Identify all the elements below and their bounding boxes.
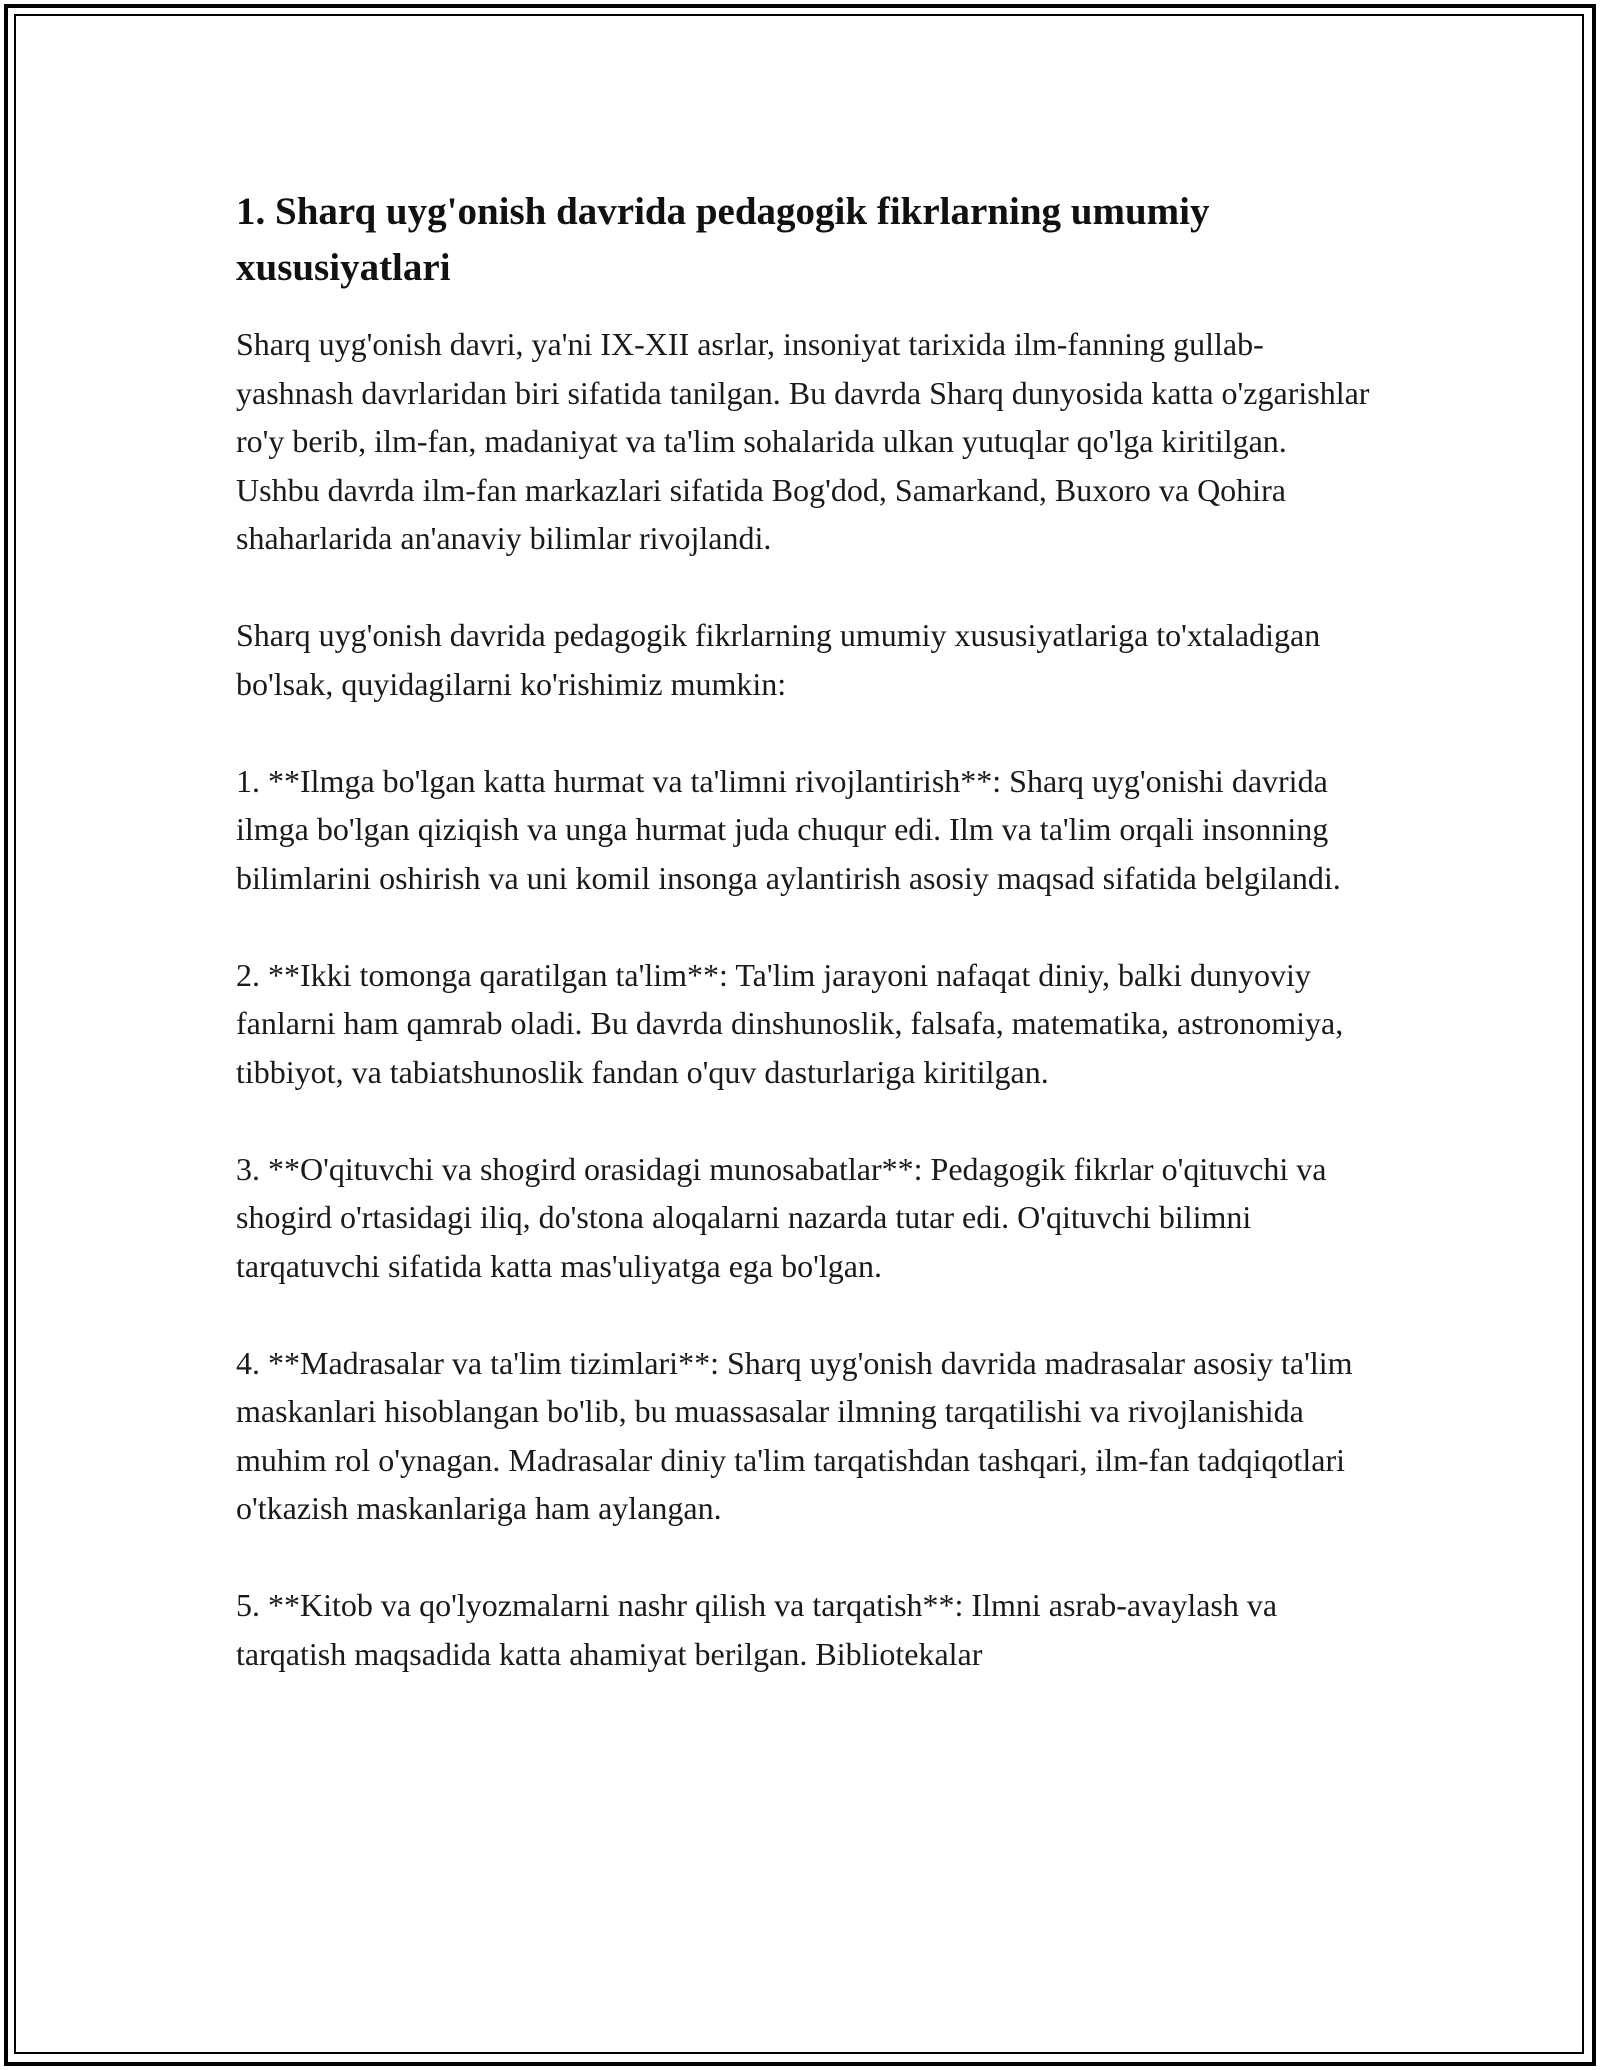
- list-item-4: 4. **Madrasalar va ta'lim tizimlari**: Sharq uyg'onish davrida madrasalar asosiy ta'lim maskanlari hisoblangan bo'lib, bu muassasalar ilmning tarqatilishi va rivojlanishida muhim rol o'ynagan. Madrasalar diniy ta'lim tarqatishdan tashqari, ilm-fan tadqiqotlari o'tkazish maskanlariga ham aylangan.: [236, 1344, 1353, 1526]
- list-item-5: 5. **Kitob va qo'lyozmalarni nashr qilish va tarqatish**: Ilmni asrab-avaylash va tarqatish maqsadida katta ahamiyat berilgan. Bibliotekalar: [236, 1587, 1278, 1672]
- lead-in-paragraph: Sharq uyg'onish davrida pedagogik fikrlarning umumiy xususiyatlariga to'xtaladigan bo'lsak, quyidagilarni ko'rishimiz mumkin:: [236, 617, 1321, 702]
- intro-paragraph: Sharq uyg'onish davri, ya'ni IX-XII asrlar, insoniyat tarixida ilm-fanning gullab-yashnash davrlaridan biri sifatida tanilgan. Bu davrda Sharq dunyosida katta o'zgarishlar ro'y berib, ilm-fan, madaniyat va ta'lim sohalarida ulkan yutuqlar qo'lga kiritilgan. Ushbu davrda ilm-fan markazlari sifatida Bog'dod, Samarkand, Buxoro va Qohira shaharlarida an'anaviy bilimlar rivojlandi.: [236, 326, 1370, 556]
- list-item-1: 1. **Ilmga bo'lgan katta hurmat va ta'limni rivojlantirish**: Sharq uyg'onishi davrida ilmga bo'lgan qiziqish va unga hurmat juda chuqur edi. Ilm va ta'lim orqali insonning bilimlarini oshirish va uni komil insonga aylantirish asosiy maqsad sifatida belgilandi.: [236, 762, 1341, 896]
- page-title: 1. Sharq uyg'onish davrida pedagogik fikrlarning umumiy xususiyatlari: [236, 190, 1210, 289]
- list-item-3: 3. **O'qituvchi va shogird orasidagi munosabatlar**: Pedagogik fikrlar o'qituvchi va shogird o'rtasidagi iliq, do'stona aloqalarni nazarda tutar edi. O'qituvchi bilimni tarqatuvchi sifatida katta mas'uliyatga ega bo'lgan.: [236, 1150, 1327, 1284]
- list-item-2: 2. **Ikki tomonga qaratilgan ta'lim**: Ta'lim jarayoni nafaqat diniy, balki dunyoviy fanlarni ham qamrab oladi. Bu davrda dinshunoslik, falsafa, matematika, astronomiya, tibbiyot, va tabiatshunoslik fandan o'quv dasturlariga kiritilgan.: [236, 956, 1344, 1090]
- document-body: [236, 184, 1376, 1727]
